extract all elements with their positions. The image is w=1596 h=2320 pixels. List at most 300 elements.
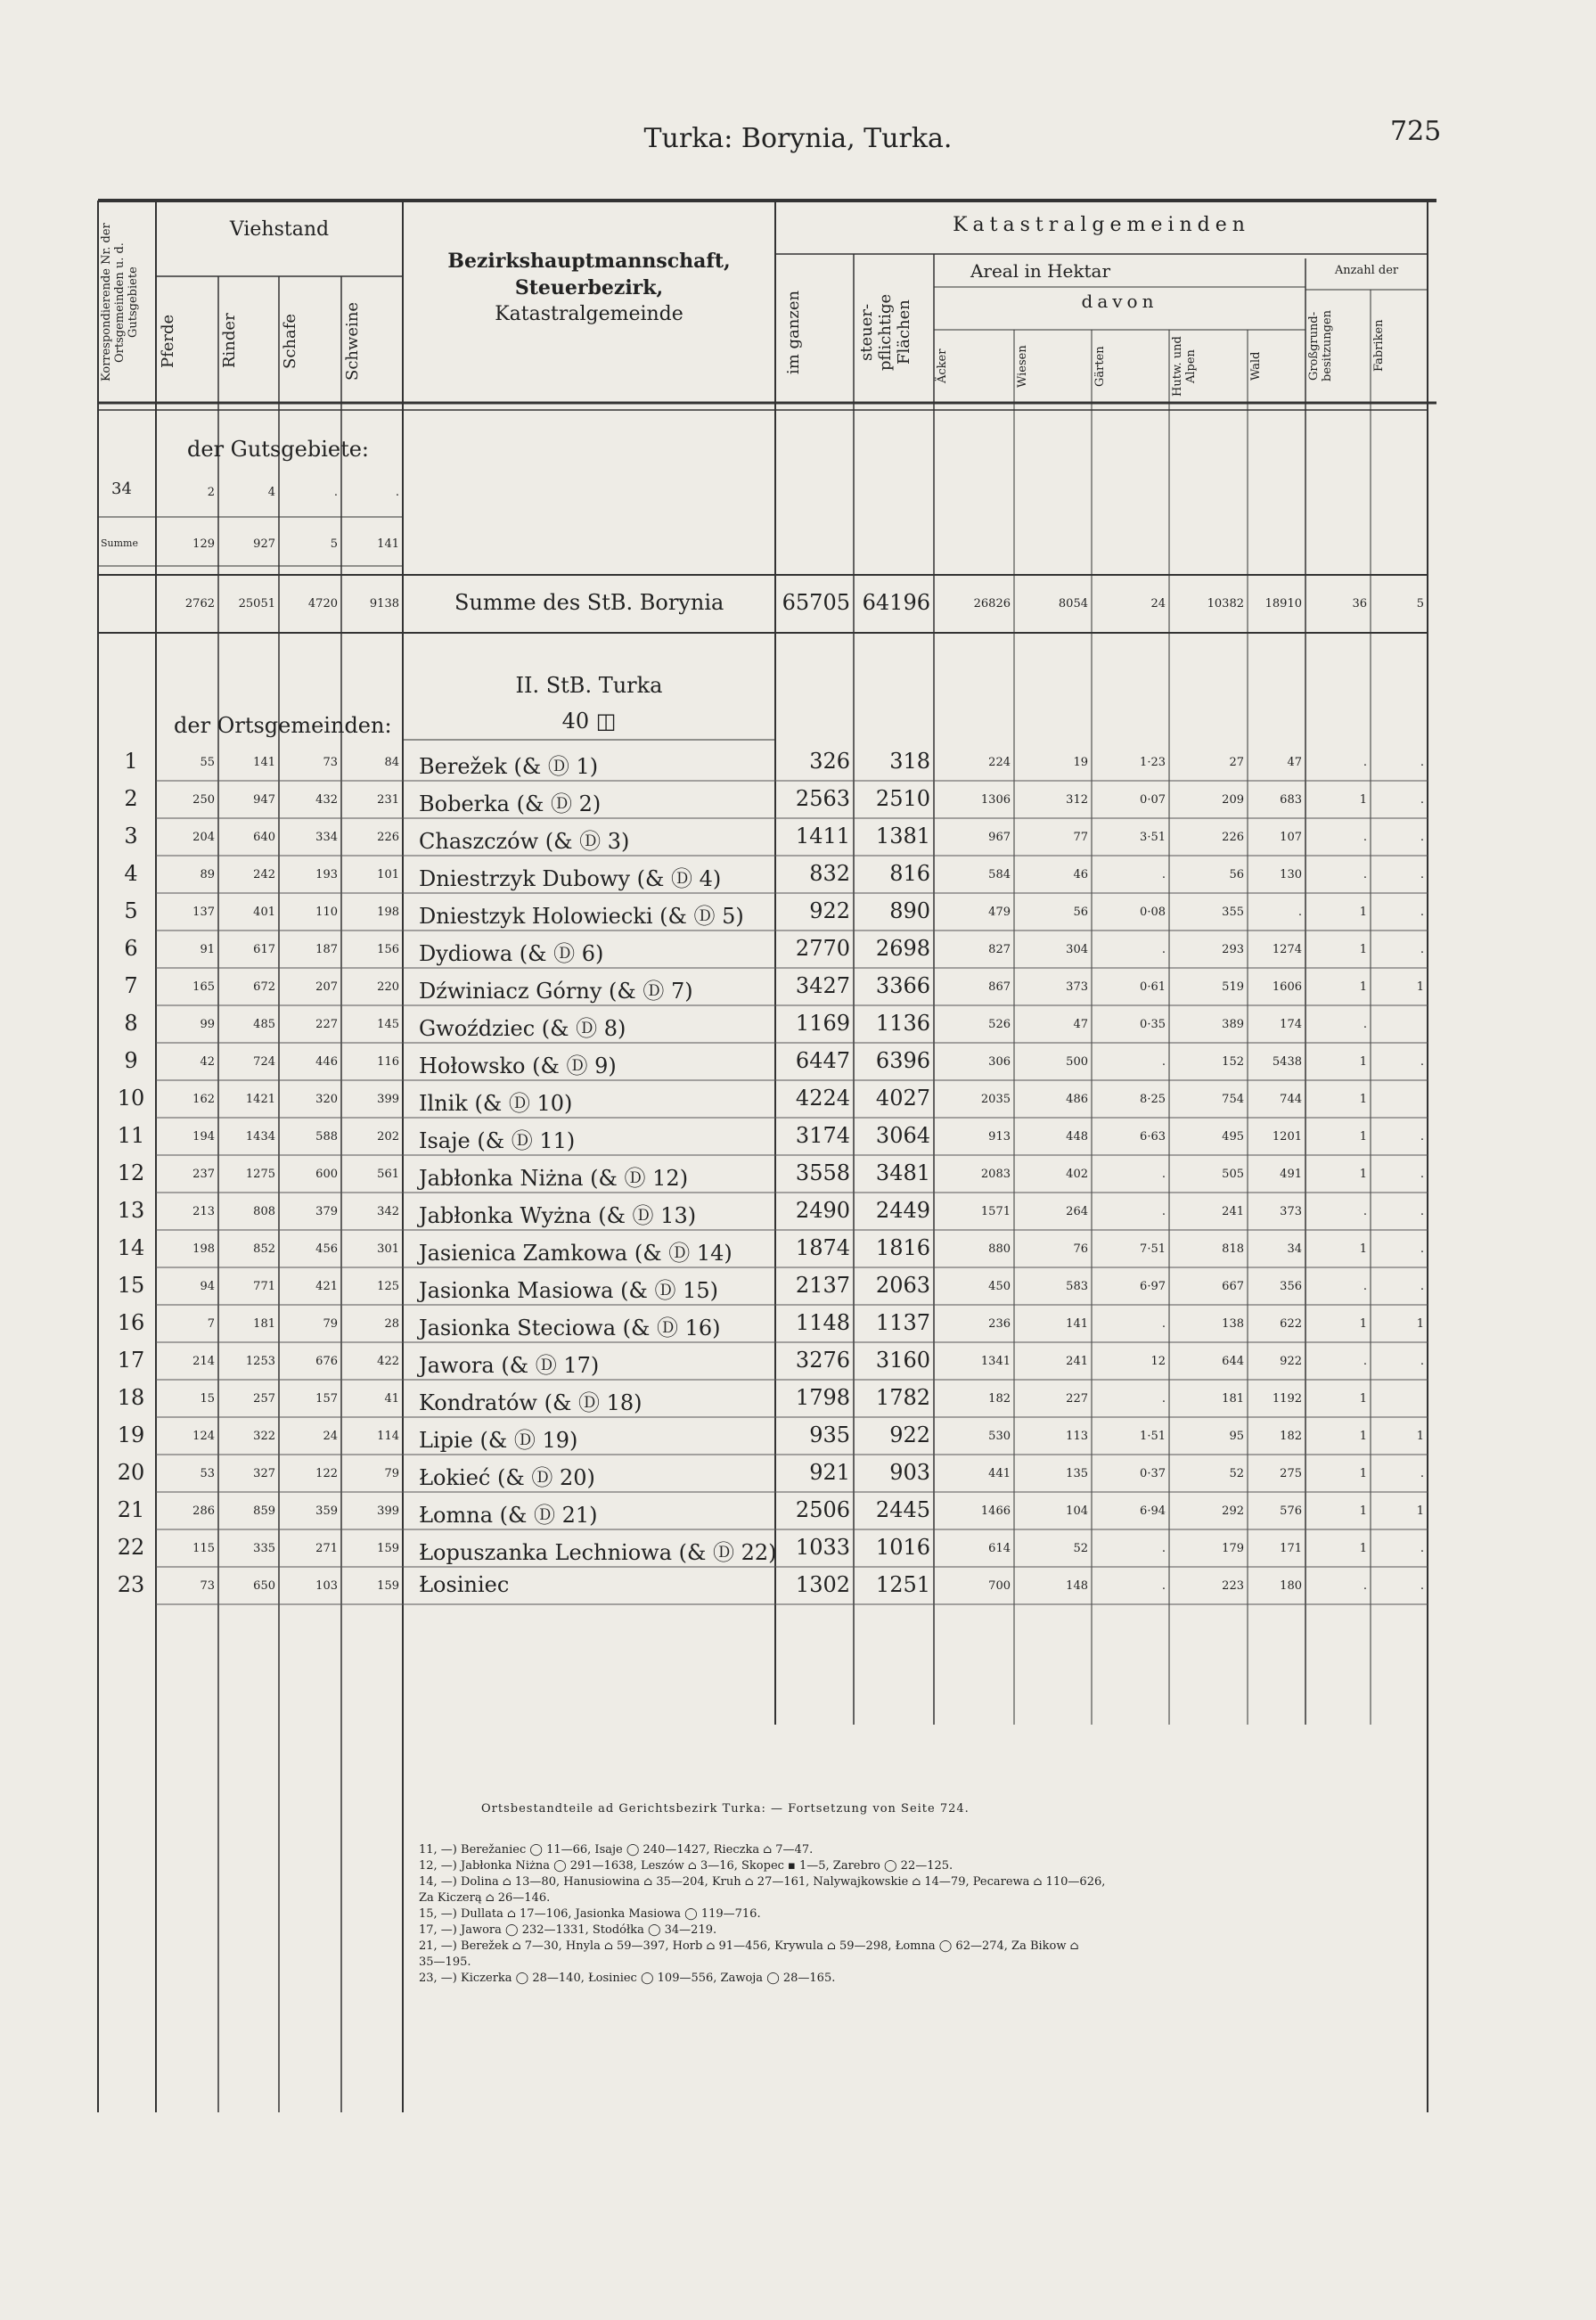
row-cell-wa: 275 [1280, 1467, 1302, 1480]
row-cell-r: 859 [253, 1504, 275, 1518]
row-cell-gr: 1 [1359, 1242, 1367, 1256]
row-cell-sw: 125 [377, 1280, 399, 1293]
row-cell-a: 1466 [980, 1504, 1011, 1518]
footnote-line: 11, —) Berežaniec ◯ 11—66, Isaje ◯ 240—1427, Rieczka ⌂ 7—47. [419, 1843, 814, 1857]
row-cell-ga: 3·51 [1140, 831, 1166, 844]
row-cell-h: 181 [1222, 1392, 1244, 1406]
row-cell-f: 1 [1416, 1430, 1424, 1443]
row-cell-h: 179 [1222, 1542, 1244, 1555]
row-cell-r: 1275 [245, 1168, 275, 1181]
row-cell-ga: 6·94 [1140, 1504, 1166, 1518]
row-cell-r: 181 [253, 1317, 275, 1331]
row-cell-gr: 1 [1359, 1392, 1367, 1406]
row-cell-s: 110 [315, 906, 338, 919]
row-number: 19 [117, 1422, 145, 1447]
row-cell-sw: 101 [377, 868, 399, 881]
total-steuer: 64196 [862, 590, 930, 615]
row-name: Boberka (& Ⓓ 2) [419, 791, 602, 816]
row-number: 5 [124, 898, 138, 923]
row-cell-h: 209 [1222, 793, 1244, 807]
row-cell-s: 600 [315, 1168, 338, 1181]
row-cell-sw: 226 [377, 831, 399, 844]
row-cell-f: . [1420, 1242, 1424, 1256]
row-name: Łosiniec [419, 1572, 510, 1597]
row-cell-h: 389 [1222, 1018, 1244, 1031]
row-number: 13 [117, 1198, 145, 1223]
row-cell-r: 242 [253, 868, 275, 881]
row-cell-w: 77 [1073, 831, 1088, 844]
row-cell-h: 667 [1222, 1280, 1244, 1293]
row-cell-a: 1571 [980, 1205, 1011, 1218]
row-cell-s: 421 [315, 1280, 338, 1293]
row-cell-w: 52 [1073, 1542, 1088, 1555]
row-number: 18 [117, 1385, 145, 1410]
row-cell-s: 359 [315, 1504, 338, 1518]
row-cell-wa: 171 [1280, 1542, 1302, 1555]
header-bezirk-3: Katastralgemeinde [495, 303, 683, 325]
row-number: 8 [124, 1011, 138, 1036]
row-cell-sw: 422 [377, 1355, 399, 1368]
row-cell-p: 99 [200, 1018, 215, 1031]
row-cell-h: 292 [1222, 1504, 1244, 1518]
row-cell-g: 935 [809, 1422, 850, 1447]
row-cell-a: 2035 [980, 1093, 1011, 1106]
row-name: Jasionka Masiowa (& Ⓓ 15) [419, 1278, 718, 1303]
row-cell-p: 286 [192, 1504, 215, 1518]
row-cell-ga: 6·63 [1140, 1130, 1166, 1144]
row-cell-r: 257 [253, 1392, 275, 1406]
row-cell-wa: 182 [1280, 1430, 1302, 1443]
row-cell-wa: 576 [1280, 1504, 1302, 1518]
row-cell-s: 187 [315, 943, 338, 956]
row-name: Łokieć (& Ⓓ 20) [419, 1465, 595, 1490]
row-cell-gr: 1 [1359, 943, 1367, 956]
row-cell-f: . [1420, 1579, 1424, 1593]
row-number: 11 [117, 1123, 145, 1148]
turka-count: 40 ◫ [561, 709, 617, 734]
header-im-ganzen: im ganzen [784, 290, 803, 374]
row-cell-h: 754 [1222, 1093, 1244, 1106]
row-cell-g: 1148 [795, 1310, 850, 1335]
row-cell-s: 73 [323, 756, 338, 769]
row-cell-ga: . [1161, 1579, 1166, 1593]
row-cell-p: 73 [200, 1579, 215, 1593]
row-cell-a: 913 [988, 1130, 1011, 1144]
row-cell-wa: 1192 [1272, 1392, 1302, 1406]
row-cell-sw: 202 [377, 1130, 399, 1144]
row-cell-ga: . [1161, 1205, 1166, 1218]
header-bezirk-2: Steuerbezirk, [514, 276, 664, 299]
row-cell-g: 1033 [795, 1535, 850, 1560]
row-cell-h: 52 [1229, 1467, 1244, 1480]
total-schafe: 4720 [307, 597, 338, 611]
row-cell-ga: 0·35 [1140, 1018, 1166, 1031]
row-cell-wa: 373 [1280, 1205, 1302, 1218]
row-cell-r: 327 [253, 1467, 275, 1480]
row-cell-w: 19 [1073, 756, 1088, 769]
row-cell-gr: 1 [1359, 1317, 1367, 1331]
row-cell-h: 519 [1222, 980, 1244, 994]
row-cell-r: 1421 [245, 1093, 275, 1106]
row-cell-p: 7 [207, 1317, 215, 1331]
row-cell-gr: 1 [1359, 1467, 1367, 1480]
row-cell-w: 264 [1066, 1205, 1088, 1218]
row-cell-f: . [1420, 1280, 1424, 1293]
row-cell-g: 1302 [795, 1572, 850, 1597]
guts-summe-label: Summe [101, 537, 138, 549]
row-cell-st: 1782 [875, 1385, 930, 1410]
row-cell-ga: . [1161, 1542, 1166, 1555]
row-cell-s: 103 [315, 1579, 338, 1593]
row-cell-r: 724 [253, 1055, 275, 1069]
row-cell-st: 4027 [875, 1086, 930, 1111]
header-hutw: Hutw. und Alpen [1171, 336, 1198, 397]
row-cell-g: 922 [809, 898, 850, 923]
row-name: Dniestzyk Holowiecki (& Ⓓ 5) [419, 904, 744, 929]
row-cell-r: 650 [253, 1579, 275, 1593]
row-cell-g: 921 [809, 1460, 850, 1485]
row-cell-r: 335 [253, 1542, 275, 1555]
row-cell-h: 152 [1222, 1055, 1244, 1069]
row-cell-s: 379 [315, 1205, 338, 1218]
row-cell-ga: 8·25 [1140, 1093, 1166, 1106]
row-cell-ga: . [1161, 1392, 1166, 1406]
row-cell-g: 2137 [795, 1273, 850, 1298]
row-cell-r: 771 [253, 1280, 275, 1293]
row-name: Dydiowa (& Ⓓ 6) [419, 941, 604, 966]
row-cell-gr: . [1363, 1205, 1367, 1218]
row-cell-w: 76 [1073, 1242, 1088, 1256]
row-cell-sw: 198 [377, 906, 399, 919]
header-korr: Korrespondierende Nr. der Ortsgemeinden u. d. Gutsgebiete [100, 223, 140, 382]
row-cell-f: . [1420, 906, 1424, 919]
row-number: 1 [124, 749, 138, 774]
row-cell-a: 306 [988, 1055, 1011, 1069]
row-cell-w: 46 [1073, 868, 1088, 881]
row-cell-sw: 116 [377, 1055, 399, 1069]
row-cell-wa: 744 [1280, 1093, 1302, 1106]
header-areal: Areal in Hektar [970, 260, 1111, 282]
total-schweine: 9138 [369, 597, 399, 611]
guts-row-nr: 34 [111, 480, 132, 498]
row-cell-ga: 0·07 [1140, 793, 1166, 807]
row-cell-p: 162 [192, 1093, 215, 1106]
row-cell-g: 2563 [795, 786, 850, 811]
total-name: Summe des StB. Borynia [454, 590, 724, 615]
row-cell-s: 24 [323, 1430, 338, 1443]
row-cell-w: 583 [1066, 1280, 1088, 1293]
total-fabr: 5 [1416, 597, 1424, 611]
row-name: Chaszczów (& Ⓓ 3) [419, 829, 630, 854]
row-cell-w: 500 [1066, 1055, 1088, 1069]
row-cell-a: 182 [988, 1392, 1011, 1406]
row-cell-s: 456 [315, 1242, 338, 1256]
page-number: 725 [1390, 116, 1442, 147]
row-cell-a: 479 [988, 906, 1011, 919]
row-cell-g: 2770 [795, 936, 850, 961]
row-cell-gr: 1 [1359, 1542, 1367, 1555]
row-name: Kondratów (& Ⓓ 18) [419, 1390, 642, 1415]
guts-row-schweine: . [395, 486, 399, 499]
row-cell-gr: 1 [1359, 1430, 1367, 1443]
row-cell-s: 271 [315, 1542, 338, 1555]
row-cell-wa: 5438 [1272, 1055, 1302, 1069]
row-cell-h: 223 [1222, 1579, 1244, 1593]
row-cell-sw: 301 [377, 1242, 399, 1256]
row-cell-p: 53 [200, 1467, 215, 1480]
row-cell-sw: 399 [377, 1093, 399, 1106]
row-cell-a: 530 [988, 1430, 1011, 1443]
header-bezirk-1: Bezirkshauptmannschaft, [447, 250, 731, 273]
row-cell-st: 890 [889, 898, 930, 923]
total-gross: 36 [1352, 597, 1367, 611]
row-cell-r: 672 [253, 980, 275, 994]
row-cell-sw: 114 [377, 1430, 399, 1443]
row-cell-gr: . [1363, 831, 1367, 844]
row-cell-h: 138 [1222, 1317, 1244, 1331]
row-cell-f: 1 [1416, 1317, 1424, 1331]
row-cell-f: 1 [1416, 1504, 1424, 1518]
row-cell-p: 124 [192, 1430, 215, 1443]
row-cell-gr: . [1363, 868, 1367, 881]
row-number: 12 [117, 1160, 145, 1185]
row-cell-wa: 356 [1280, 1280, 1302, 1293]
row-cell-p: 194 [192, 1130, 215, 1144]
row-cell-st: 1251 [875, 1572, 930, 1597]
row-cell-r: 617 [253, 943, 275, 956]
guts-summe-schweine: 141 [377, 537, 399, 551]
row-number: 7 [124, 973, 138, 998]
guts-summe-pferde: 129 [192, 537, 215, 551]
row-cell-st: 2449 [875, 1198, 930, 1223]
row-cell-st: 922 [889, 1422, 930, 1447]
row-cell-r: 322 [253, 1430, 275, 1443]
row-cell-s: 588 [315, 1130, 338, 1144]
row-cell-sw: 79 [384, 1467, 399, 1480]
row-cell-st: 2063 [875, 1273, 930, 1298]
header-steuer: steuer-pflichtige Flächen [857, 293, 913, 371]
row-cell-gr: 1 [1359, 980, 1367, 994]
row-cell-a: 827 [988, 943, 1011, 956]
guts-row-pferde: 2 [207, 486, 215, 499]
row-cell-r: 485 [253, 1018, 275, 1031]
row-number: 16 [117, 1310, 145, 1335]
row-cell-h: 355 [1222, 906, 1244, 919]
row-cell-a: 1341 [980, 1355, 1011, 1368]
row-cell-r: 401 [253, 906, 275, 919]
row-cell-g: 3174 [795, 1123, 850, 1148]
row-cell-g: 2490 [795, 1198, 850, 1223]
row-cell-w: 141 [1066, 1317, 1088, 1331]
row-cell-st: 1016 [875, 1535, 930, 1560]
row-cell-st: 6396 [875, 1048, 930, 1073]
row-cell-wa: 130 [1280, 868, 1302, 881]
row-cell-wa: 1201 [1272, 1130, 1302, 1144]
guts-row-rinder: 4 [267, 486, 275, 499]
row-cell-gr: . [1363, 1355, 1367, 1368]
row-cell-st: 3366 [875, 973, 930, 998]
row-cell-r: 947 [253, 793, 275, 807]
row-cell-sw: 561 [377, 1168, 399, 1181]
row-cell-w: 312 [1066, 793, 1088, 807]
row-cell-s: 207 [315, 980, 338, 994]
row-cell-gr: 1 [1359, 1093, 1367, 1106]
row-cell-st: 3160 [875, 1348, 930, 1373]
row-cell-s: 320 [315, 1093, 338, 1106]
row-cell-g: 3558 [795, 1160, 850, 1185]
row-cell-wa: 1274 [1272, 943, 1302, 956]
row-cell-p: 42 [200, 1055, 215, 1069]
row-name: Łopuszanka Lechniowa (& Ⓓ 22) [419, 1540, 777, 1565]
row-cell-p: 91 [200, 943, 215, 956]
row-cell-p: 137 [192, 906, 215, 919]
row-cell-p: 94 [200, 1280, 215, 1293]
row-cell-s: 676 [315, 1355, 338, 1368]
row-cell-sw: 220 [377, 980, 399, 994]
row-cell-ga: 7·51 [1140, 1242, 1166, 1256]
row-cell-g: 2506 [795, 1497, 850, 1522]
row-cell-g: 1411 [795, 824, 850, 848]
row-cell-a: 224 [988, 756, 1011, 769]
row-cell-a: 584 [988, 868, 1011, 881]
ortsgemeinden-label: der Ortsgemeinden: [174, 713, 392, 738]
row-number: 4 [124, 861, 138, 886]
row-cell-ga: 1·23 [1140, 756, 1166, 769]
row-cell-gr: 1 [1359, 793, 1367, 807]
row-number: 15 [117, 1273, 145, 1298]
row-cell-st: 318 [889, 749, 930, 774]
row-number: 22 [117, 1535, 145, 1560]
row-name: Jasienica Zamkowa (& Ⓓ 14) [419, 1241, 733, 1266]
row-cell-a: 236 [988, 1317, 1011, 1331]
row-cell-a: 441 [988, 1467, 1011, 1480]
row-cell-g: 3276 [795, 1348, 850, 1373]
header-schweine: Schweine [343, 301, 362, 381]
row-cell-st: 1137 [875, 1310, 930, 1335]
row-cell-wa: 1606 [1272, 980, 1302, 994]
row-cell-ga: . [1161, 1168, 1166, 1181]
row-cell-wa: 107 [1280, 831, 1302, 844]
row-cell-p: 115 [192, 1542, 215, 1555]
row-name: Hołowsko (& Ⓓ 9) [419, 1053, 617, 1078]
row-cell-w: 148 [1066, 1579, 1088, 1593]
row-cell-w: 241 [1066, 1355, 1088, 1368]
row-cell-ga: . [1161, 868, 1166, 881]
row-cell-s: 432 [315, 793, 338, 807]
footnote-line: 15, —) Dullata ⌂ 17—106, Jasionka Masiowa ◯ 119—716. [419, 1907, 761, 1921]
footnote-line: 35—195. [419, 1955, 471, 1969]
row-cell-f: . [1420, 1130, 1424, 1144]
row-cell-a: 880 [988, 1242, 1011, 1256]
row-name: Gwoździec (& Ⓓ 8) [419, 1016, 626, 1041]
row-cell-wa: . [1297, 906, 1302, 919]
row-number: 9 [124, 1048, 138, 1073]
row-cell-wa: 180 [1280, 1579, 1302, 1593]
row-cell-a: 450 [988, 1280, 1011, 1293]
row-cell-a: 614 [988, 1542, 1011, 1555]
guts-summe-schafe: 5 [330, 537, 338, 551]
row-cell-sw: 28 [384, 1317, 399, 1331]
row-cell-g: 3427 [795, 973, 850, 998]
row-cell-p: 89 [200, 868, 215, 881]
row-cell-f: . [1420, 1355, 1424, 1368]
row-cell-s: 157 [315, 1392, 338, 1406]
total-wald: 18910 [1265, 597, 1302, 611]
row-cell-sw: 159 [377, 1542, 399, 1555]
footnote-line: 12, —) Jabłonka Niżna ◯ 291—1638, Leszów ⌂ 3—16, Skopec ▪ 1—5, Zarebro ◯ 22—125. [419, 1859, 954, 1873]
footnote-line: 14, —) Dolina ⌂ 13—80, Hanusiowina ⌂ 35—204, Kruh ⌂ 27—161, Nalywajkowskie ⌂ 14—79, Pecarewa ⌂ 110—626, [419, 1875, 1106, 1889]
row-cell-f: 1 [1416, 980, 1424, 994]
header-pferde: Pferde [159, 314, 177, 368]
row-cell-wa: 683 [1280, 793, 1302, 807]
row-cell-st: 903 [889, 1460, 930, 1485]
row-cell-sw: 156 [377, 943, 399, 956]
footnote-line: 23, —) Kiczerka ◯ 28—140, Łosiniec ◯ 109—556, Zawoja ◯ 28—165. [419, 1972, 836, 1985]
gutsgebiete-label: der Gutsgebiete: [187, 437, 369, 462]
row-cell-g: 1874 [795, 1235, 850, 1260]
row-cell-a: 1306 [980, 793, 1011, 807]
row-cell-gr: . [1363, 1018, 1367, 1031]
row-cell-f: . [1420, 831, 1424, 844]
row-cell-wa: 174 [1280, 1018, 1302, 1031]
row-name: Jasionka Steciowa (& Ⓓ 16) [419, 1316, 721, 1340]
row-cell-w: 135 [1066, 1467, 1088, 1480]
row-cell-h: 818 [1222, 1242, 1244, 1256]
row-number: 23 [117, 1572, 145, 1597]
total-pferde: 2762 [184, 597, 215, 611]
row-cell-s: 193 [315, 868, 338, 881]
row-name: Jabłonka Wyżna (& Ⓓ 13) [419, 1203, 697, 1228]
row-cell-sw: 84 [384, 756, 399, 769]
row-name: Dźwiniacz Górny (& Ⓓ 7) [419, 979, 693, 1004]
header-schafe: Schafe [281, 313, 299, 369]
row-cell-ga: 0·37 [1140, 1467, 1166, 1480]
row-cell-h: 226 [1222, 831, 1244, 844]
footnote-line: Za Kiczerą ⌂ 26—146. [419, 1891, 551, 1905]
row-number: 14 [117, 1235, 145, 1260]
header-gaerten: Gärten [1093, 346, 1107, 387]
row-name: Jawora (& Ⓓ 17) [419, 1353, 600, 1378]
row-cell-w: 47 [1073, 1018, 1088, 1031]
guts-summe-rinder: 927 [253, 537, 275, 551]
row-cell-ga: . [1161, 1055, 1166, 1069]
row-number: 2 [124, 786, 138, 811]
row-cell-wa: 47 [1287, 756, 1302, 769]
footnote-line: 21, —) Berežek ⌂ 7—30, Hnyla ⌂ 59—397, Horb ⌂ 91—456, Krywula ⌂ 59—298, Łomna ◯ 62—274, Za Bikow ⌂ [419, 1939, 1079, 1953]
row-number: 10 [117, 1086, 145, 1111]
row-cell-p: 198 [192, 1242, 215, 1256]
header-katastral: Katastralgemeinden [953, 214, 1250, 236]
row-cell-gr: 1 [1359, 906, 1367, 919]
row-number: 20 [117, 1460, 145, 1485]
row-cell-a: 967 [988, 831, 1011, 844]
row-cell-a: 2083 [980, 1168, 1011, 1181]
row-number: 17 [117, 1348, 145, 1373]
row-cell-f: . [1420, 1168, 1424, 1181]
row-cell-s: 79 [323, 1317, 338, 1331]
header-davon: davon [1081, 291, 1158, 312]
row-cell-sw: 399 [377, 1504, 399, 1518]
row-cell-ga: 1·51 [1140, 1430, 1166, 1443]
row-cell-h: 27 [1229, 756, 1244, 769]
row-cell-f: . [1420, 793, 1424, 807]
row-name: Isaje (& Ⓓ 11) [419, 1128, 576, 1153]
row-cell-p: 55 [200, 756, 215, 769]
row-cell-g: 4224 [795, 1086, 850, 1111]
row-cell-sw: 231 [377, 793, 399, 807]
row-cell-h: 56 [1229, 868, 1244, 881]
header-wiesen: Wiesen [1016, 345, 1029, 388]
